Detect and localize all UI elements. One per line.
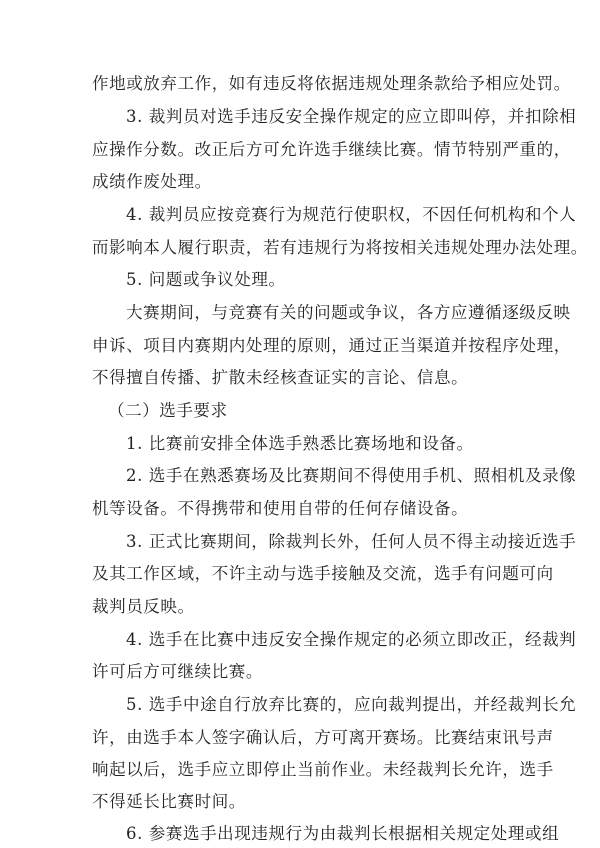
text-line: 及其工作区域，不许主动与选手接触及交流，选手有问题可向 <box>92 564 554 583</box>
section-heading: （二）选手要求 <box>108 401 228 420</box>
text-line: 而影响本人履行职责，若有违规行为将按相关违规处理办法处理。 <box>92 238 588 257</box>
text-line: 不得擅自传播、扩散未经核查证实的言论、信息。 <box>92 368 469 387</box>
text-line: 不得延长比赛时间。 <box>92 792 246 811</box>
text-line: 1. 比赛前安排全体选手熟悉比赛场地和设备。 <box>126 434 474 453</box>
text-line: 机等设备。不得携带和使用自带的任何存储设备。 <box>92 499 469 518</box>
text-line: 2. 选手在熟悉赛场及比赛期间不得使用手机、照相机及录像 <box>126 466 577 485</box>
text-line: 许，由选手本人签字确认后，方可离开赛场。比赛结束讯号声 <box>92 728 554 747</box>
text-line: 申诉、项目内赛期内处理的原则，通过正当渠道并按程序处理， <box>92 336 571 355</box>
text-line: 许可后方可继续比赛。 <box>92 662 263 681</box>
text-line: 4. 裁判员应按竞赛行为规范行使职权，不因任何机构和个人 <box>126 205 577 224</box>
text-line: 3. 正式比赛期间，除裁判长外，任何人员不得主动接近选手 <box>126 532 577 551</box>
text-line: 6. 参赛选手出现违规行为由裁判长根据相关规定处理或组 <box>126 824 560 843</box>
text-line: 5. 选手中途自行放弃比赛的，应向裁判提出，并经裁判长允 <box>126 695 577 714</box>
text-line: 响起以后，选手应立即停止当前作业。未经裁判长允许，选手 <box>92 760 554 779</box>
text-line: 成绩作废处理。 <box>92 172 212 191</box>
text-line: 应操作分数。改正后方可允许选手继续比赛。情节特别严重的， <box>92 140 571 159</box>
text-line: 3. 裁判员对选手违反安全操作规定的应立即叫停，并扣除相 <box>126 107 577 126</box>
text-line: 作地或放弃工作，如有违反将依据违规处理条款给予相应处罚。 <box>92 74 571 93</box>
text-line: 5. 问题或争议处理。 <box>126 270 286 289</box>
text-line: 大赛期间，与竞赛有关的问题或争议，各方应遵循逐级反映 <box>126 303 571 322</box>
text-line: 裁判员反映。 <box>92 597 195 616</box>
text-line: 4. 选手在比赛中违反安全操作规定的必须立即改正，经裁判 <box>126 630 577 649</box>
